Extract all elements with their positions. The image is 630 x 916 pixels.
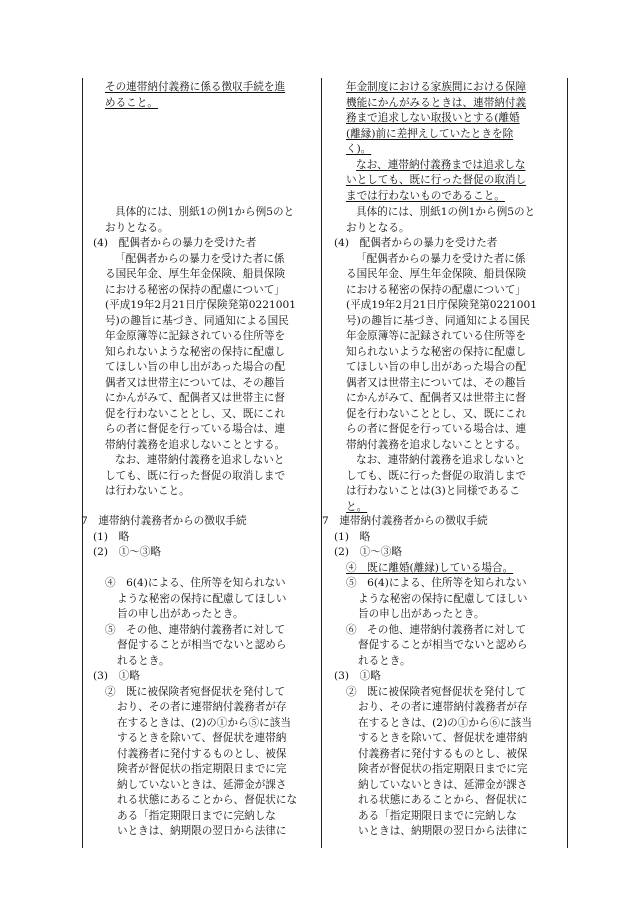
right-line: ⑥ その他、連帯納付義務者に対して <box>346 623 527 636</box>
right-line: る国民年金、厚生年金保険、船員保険 <box>346 268 527 280</box>
left-line: 号)の趣旨に基づき、同通知による国民 <box>105 314 289 327</box>
left-line: 偶者又は世帯主については、その趣旨 <box>105 376 285 389</box>
right-line: おりとなる。 <box>346 221 410 234</box>
right-line: なお、連帯納付義務を追求しないと <box>356 454 526 466</box>
left-line: めること。 <box>105 96 158 109</box>
left-line: いときは、納期限の翌日から法律に <box>117 825 287 837</box>
right-line: なお、連帯納付義務までは追求しな <box>356 158 526 171</box>
left-line: 知られないような秘密の保持に配慮し <box>105 345 286 358</box>
left-line: は行わないこと。 <box>105 485 190 497</box>
left-line: 旨の申し出があったとき。 <box>117 608 244 620</box>
right-line: 務まで追求しない取扱いとする(離婚 <box>346 112 520 124</box>
right-line: 「配偶者からの暴力を受けた者に係 <box>356 252 526 265</box>
right-line: 機能にかんがみるときは、連帯納付義 <box>346 96 527 109</box>
left-line: にかんがみて、配偶者又は世帯主に督 <box>105 392 285 404</box>
right-line: 納していないときは、延滞金が課さ <box>358 778 528 791</box>
right-line: 督促することが相当でないと認めら <box>358 639 528 651</box>
left-line: れる状態にあることから、督促状にな <box>117 794 298 806</box>
right-line: における秘密の保持の配慮について」 <box>346 283 526 296</box>
left-line: 7 連帯納付義務者からの徴収手続 <box>81 515 247 527</box>
right-line: (2) ①～③略 <box>334 546 402 558</box>
right-line: ⑤ 6(4)による、住所等を知られない <box>346 577 527 589</box>
right-line: 付義務者に発付するものとし、被保 <box>358 747 528 760</box>
left-line: 納していないときは、延滞金が課さ <box>117 778 287 791</box>
left-line: てほしい旨の申し出があった場合の配 <box>105 361 285 373</box>
right-line: にかんがみて、配偶者又は世帯主に督 <box>346 392 526 404</box>
right-line: 知られないような秘密の保持に配慮し <box>346 345 527 358</box>
right-line: てほしい旨の申し出があった場合の配 <box>346 361 526 373</box>
left-line: ような秘密の保持に配慮してほしい <box>117 592 287 605</box>
right-line: は行わないことは(3)と同様であるこ <box>346 485 520 497</box>
left-line: 督促することが相当でないと認めら <box>117 639 287 651</box>
right-line: 7 連帯納付義務者からの徴収手続 <box>322 515 488 527</box>
left-line: 付義務者に発付するものとし、被保 <box>117 747 287 760</box>
left-line: するときを除いて、督促状を連帯納 <box>117 732 287 744</box>
left-line: らの者に督促を行っている場合は、連 <box>105 423 286 435</box>
right-line: 険者が督促状の指定期限日までに完 <box>358 763 528 775</box>
left-line: 「配偶者からの暴力を受けた者に係 <box>115 252 285 265</box>
right-line: いとしても、既に行った督促の取消し <box>346 174 527 186</box>
right-line: ある「指定期限日までに完納しな <box>358 809 517 822</box>
right-line: れる状態にあることから、督促状に <box>358 794 528 806</box>
right-line: 在するときは、(2)の①から⑥に該当 <box>358 716 532 729</box>
right-line: いときは、納期限の翌日から法律に <box>358 825 528 837</box>
right-line: (3) ①略 <box>334 670 381 682</box>
right-line: おり、その者に連帯納付義務者が存 <box>358 701 528 713</box>
right-line: 促を行わないこととし、又、既にこれ <box>346 407 527 420</box>
right-line: ④ 既に離婚(離縁)している場合。 <box>346 561 514 574</box>
left-line: ② 既に被保険者宛督促状を発付して <box>105 685 286 698</box>
right-line: ような秘密の保持に配慮してほしい <box>358 592 528 605</box>
left-line: (2) ①～③略 <box>93 546 161 558</box>
left-line: その連帯納付義務に係る徴収手続を進 <box>105 81 286 93</box>
right-line: と。 <box>346 500 368 513</box>
right-line: 年金原簿等に記録されている住所等を <box>346 330 527 342</box>
right-line: 年金制度における家族間における保障 <box>346 81 527 93</box>
right-line: するときを除いて、督促状を連帯納 <box>358 732 528 744</box>
left-line: る国民年金、厚生年金保険、船員保険 <box>105 268 286 280</box>
right-line: (4) 配偶者からの暴力を受けた者 <box>334 237 498 249</box>
left-line: おり、その者に連帯納付義務者が存 <box>117 701 287 713</box>
right-line: らの者に督促を行っている場合は、連 <box>346 423 527 435</box>
left-line: (3) ①略 <box>93 670 140 682</box>
right-line: (平成19年2月21日庁保険発第0221001 <box>346 299 537 311</box>
left-line: ⑤ その他、連帯納付義務者に対して <box>105 623 286 636</box>
left-line: 促を行わないこととし、又、既にこれ <box>105 407 286 420</box>
right-line: 帯納付義務を追求しないこととする。 <box>346 438 527 451</box>
left-line: における秘密の保持の配慮について」 <box>105 283 285 296</box>
left-line: (1) 略 <box>93 530 130 543</box>
right-line: れるとき。 <box>358 654 411 667</box>
left-line: 在するときは、(2)の①から⑤に該当 <box>117 716 291 729</box>
left-line: (4) 配偶者からの暴力を受けた者 <box>93 237 257 249</box>
right-line: 具体的には、別紙1の例1から例5のと <box>356 206 536 218</box>
left-line: ある「指定期限日までに完納しな <box>117 809 276 822</box>
right-line: ② 既に被保険者宛督促状を発付して <box>346 685 527 698</box>
left-line: 年金原簿等に記録されている住所等を <box>105 330 286 342</box>
right-line: しても、既に行った督促の取消しまで <box>346 469 527 482</box>
left-line: れるとき。 <box>117 654 170 667</box>
right-line: 号)の趣旨に基づき、同通知による国民 <box>346 314 530 327</box>
column-divider <box>321 78 322 848</box>
left-line: ④ 6(4)による、住所等を知られない <box>105 577 286 589</box>
left-line: しても、既に行った督促の取消しまで <box>105 469 286 482</box>
right-line: までは行わないものであること。 <box>346 189 505 202</box>
left-line: 帯納付義務を追求しないこととする。 <box>105 438 286 451</box>
right-line: 偶者又は世帯主については、その趣旨 <box>346 376 526 389</box>
left-line: おりとなる。 <box>105 221 169 234</box>
right-line: 旨の申し出があったとき。 <box>358 608 485 620</box>
right-line: (1) 略 <box>334 530 371 543</box>
left-line: 具体的には、別紙1の例1から例5のと <box>115 206 295 218</box>
right-line: く)。 <box>346 143 372 155</box>
left-line: (平成19年2月21日庁保険発第0221001 <box>105 299 296 311</box>
left-line: 険者が督促状の指定期限日までに完 <box>117 763 287 775</box>
left-line: なお、連帯納付義務を追求しないと <box>115 454 285 466</box>
right-line: (離縁)前に差押えしていたときを除 <box>346 127 514 140</box>
